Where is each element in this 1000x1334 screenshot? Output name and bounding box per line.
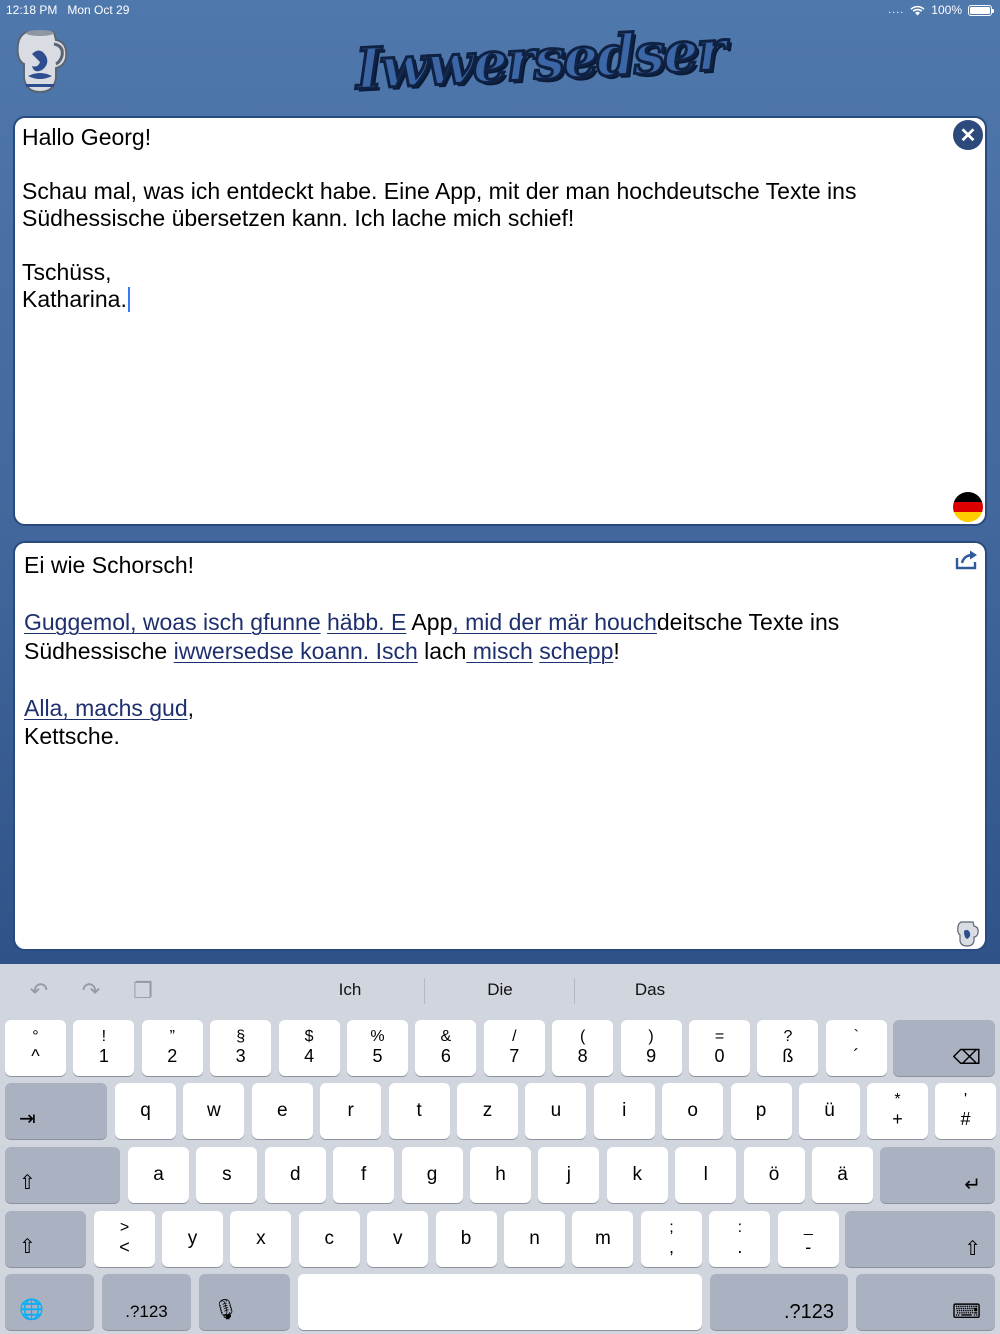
flag-germany-icon[interactable]	[953, 492, 983, 522]
cider-jug-icon[interactable]	[955, 919, 979, 947]
key-ß[interactable]	[757, 1020, 818, 1076]
key-´[interactable]	[826, 1020, 887, 1076]
key-label: ”	[169, 1028, 175, 1045]
output-text-segment: lach	[417, 637, 467, 664]
output-text-segment: Ei wie Schorsch!	[24, 552, 195, 578]
tab-icon: ⇥	[19, 1108, 36, 1130]
undo-icon[interactable]: ↶	[29, 978, 49, 1003]
delete-key[interactable]	[893, 1020, 995, 1076]
backspace-icon: ⌫	[952, 1047, 981, 1069]
key-label: !	[101, 1028, 107, 1045]
key-label: 2	[167, 1046, 178, 1066]
translated-phrase[interactable]: Guggemol, woas isch gfunne	[24, 609, 321, 635]
key-label: m	[594, 1228, 611, 1249]
key-q[interactable]	[115, 1083, 176, 1139]
key-label: ;	[669, 1219, 674, 1236]
key-label: $	[304, 1028, 314, 1045]
key-label: v	[392, 1228, 403, 1249]
key-label: 4	[304, 1046, 315, 1066]
key-m[interactable]	[572, 1211, 633, 1267]
key-label: *	[894, 1091, 901, 1108]
key-label: 6	[440, 1046, 451, 1066]
key-label: k	[632, 1164, 643, 1185]
status-date: Mon Oct 29	[67, 3, 130, 17]
share-icon[interactable]	[954, 549, 980, 571]
key-label: t	[416, 1100, 422, 1121]
caps-shift-key[interactable]	[5, 1147, 120, 1203]
dictation-key[interactable]	[199, 1274, 290, 1330]
shortcut-bar	[0, 964, 1000, 1018]
output-line	[24, 608, 935, 637]
key-4[interactable]	[279, 1020, 340, 1076]
return-key[interactable]	[880, 1147, 995, 1203]
key-label: =	[714, 1028, 725, 1045]
key-label: q	[140, 1100, 151, 1121]
key-label: :	[737, 1219, 743, 1236]
key-y[interactable]	[162, 1211, 223, 1267]
numbers-key-right[interactable]	[710, 1274, 848, 1330]
input-line: Katharina.	[22, 286, 935, 313]
key-label: 0	[714, 1046, 725, 1066]
key-label: ,	[668, 1237, 674, 1257]
key-8[interactable]	[552, 1020, 613, 1076]
key-label: #	[960, 1109, 971, 1129]
hide-keyboard-key[interactable]	[856, 1274, 995, 1330]
key-label: .?123	[125, 1302, 168, 1321]
translated-phrase[interactable]: Alla, machs gud	[24, 694, 188, 721]
key-label: b	[460, 1228, 472, 1249]
key-k[interactable]	[607, 1147, 668, 1203]
key-label: 3	[235, 1046, 246, 1066]
output-text-segment: ,	[187, 694, 195, 721]
key-f[interactable]	[333, 1147, 394, 1203]
output-text-segment: !	[613, 637, 620, 664]
translated-phrase[interactable]: misch	[466, 637, 533, 664]
key-label: >	[119, 1219, 130, 1236]
key-#[interactable]	[935, 1083, 996, 1139]
key-p[interactable]	[731, 1083, 792, 1139]
numbers-key-left[interactable]	[102, 1274, 191, 1330]
translated-phrase[interactable]: schepp	[539, 637, 614, 664]
key-l[interactable]	[675, 1147, 736, 1203]
input-line	[22, 151, 935, 178]
key-label: <	[119, 1237, 130, 1257]
key-label: z	[482, 1100, 493, 1121]
key-label: e	[277, 1100, 288, 1121]
key-label: 8	[577, 1046, 588, 1066]
cider-jug-icon	[10, 24, 70, 96]
key-7[interactable]	[484, 1020, 545, 1076]
key-ü[interactable]	[799, 1083, 860, 1139]
key-w[interactable]	[183, 1083, 244, 1139]
key-label: )	[648, 1028, 654, 1045]
key-label: ö	[768, 1164, 780, 1185]
key-ö[interactable]	[744, 1147, 805, 1203]
key-label: w	[207, 1100, 221, 1121]
key-label: h	[495, 1164, 506, 1185]
key-label: .	[737, 1237, 743, 1257]
output-line	[24, 722, 935, 751]
shift-key-right[interactable]	[845, 1211, 995, 1267]
key-label: .?123	[783, 1301, 834, 1323]
key-label: c	[324, 1228, 335, 1249]
key-label: l	[703, 1164, 708, 1185]
key-label: 1	[98, 1046, 109, 1066]
key-label: i	[622, 1100, 627, 1121]
key-u[interactable]	[525, 1083, 586, 1139]
input-line: Hallo Georg!	[22, 124, 152, 150]
key-5[interactable]	[347, 1020, 408, 1076]
key-label: s	[222, 1164, 232, 1185]
key-label: ä	[837, 1164, 848, 1185]
key-b[interactable]	[436, 1211, 497, 1267]
output-line	[24, 580, 935, 609]
input-text[interactable]	[22, 124, 935, 313]
key-g[interactable]	[402, 1147, 463, 1203]
microphone-icon: 🎙	[213, 1299, 239, 1321]
output-text-segment: deitsche Texte ins	[656, 609, 840, 635]
key-x[interactable]	[230, 1211, 291, 1267]
key-label: a	[153, 1164, 164, 1185]
battery-icon	[968, 5, 992, 16]
key-3[interactable]	[210, 1020, 271, 1076]
key-^[interactable]	[5, 1020, 66, 1076]
key-label: 5	[372, 1046, 383, 1066]
clear-button[interactable]	[953, 120, 983, 150]
key-label: ^	[31, 1046, 40, 1066]
key-6[interactable]	[415, 1020, 476, 1076]
globe-key[interactable]	[5, 1274, 94, 1330]
key-label: p	[755, 1100, 767, 1121]
redo-icon[interactable]: ↷	[81, 978, 101, 1003]
key-s[interactable]	[196, 1147, 257, 1203]
shift-icon: ⇧	[19, 1236, 36, 1258]
key-,[interactable]	[641, 1211, 702, 1267]
input-line	[22, 232, 935, 259]
key-label: o	[687, 1100, 698, 1121]
status-time: 12:18 PM	[6, 3, 58, 17]
shift-icon: ⇧	[964, 1238, 981, 1260]
key-t[interactable]	[389, 1083, 450, 1139]
input-line: Südhessische übersetzen kann. Ich lache mich schief!	[22, 205, 575, 231]
output-text-segment: App	[406, 609, 453, 635]
translated-phrase[interactable]: iwwersedse koann. Isch	[173, 637, 418, 664]
key-label: ü	[824, 1100, 835, 1121]
key-label: f	[361, 1164, 367, 1185]
translated-phrase[interactable]: , mid der mär houch	[452, 609, 657, 635]
input-line: Tschüss,	[22, 259, 112, 285]
output-line	[24, 665, 935, 694]
key-e[interactable]	[252, 1083, 313, 1139]
output-line	[24, 551, 935, 580]
output-text-segment: Südhessische	[24, 637, 174, 664]
key-h[interactable]	[470, 1147, 531, 1203]
shift-icon: ⇧	[19, 1172, 36, 1194]
key-label: r	[347, 1100, 354, 1121]
space-key[interactable]	[298, 1274, 702, 1330]
key-label: _	[803, 1219, 813, 1236]
output-text-area	[13, 541, 987, 951]
key-label: g	[426, 1164, 438, 1185]
key-9[interactable]	[621, 1020, 682, 1076]
key-label: `	[853, 1028, 859, 1045]
key-label: 9	[646, 1046, 657, 1066]
key-label: ?	[783, 1028, 793, 1045]
close-circle-icon: ✕	[959, 124, 977, 147]
key-label: j	[566, 1164, 571, 1185]
key-label: /	[512, 1028, 517, 1045]
key-label: x	[256, 1228, 266, 1249]
globe-icon: 🌐	[19, 1299, 44, 1321]
output-text-segment: Kettsche.	[24, 723, 120, 749]
shift-key-left[interactable]	[5, 1211, 86, 1267]
key-v[interactable]	[367, 1211, 428, 1267]
key-label: &	[440, 1028, 452, 1045]
return-icon: ↵	[964, 1174, 981, 1196]
key-label: y	[187, 1228, 198, 1249]
key-2[interactable]	[142, 1020, 203, 1076]
key-1[interactable]	[73, 1020, 134, 1076]
key-less-than[interactable]	[94, 1211, 155, 1267]
status-bar	[0, 0, 1000, 20]
input-line: Schau mal, was ich entdeckt habe. Eine App, mit der man hochdeutsche Texte ins	[22, 178, 857, 204]
key-o[interactable]	[662, 1083, 723, 1139]
key-i[interactable]	[594, 1083, 655, 1139]
key-label: ß	[782, 1046, 794, 1066]
tab-key[interactable]	[5, 1083, 107, 1139]
input-text-area[interactable]	[13, 116, 987, 526]
key-c[interactable]	[299, 1211, 360, 1267]
translated-phrase[interactable]: häbb. E	[327, 609, 407, 635]
suggestion-2[interactable]: Die	[487, 980, 513, 999]
key-z[interactable]	[457, 1083, 518, 1139]
output-line	[24, 637, 935, 666]
key-label: +	[892, 1109, 903, 1129]
key-n[interactable]	[504, 1211, 565, 1267]
app-title: Iwwersedser	[354, 17, 726, 103]
key-+[interactable]	[867, 1083, 928, 1139]
keyboard	[0, 964, 1000, 1334]
key-label: §	[236, 1028, 246, 1045]
key-r[interactable]	[320, 1083, 381, 1139]
paste-icon[interactable]: ❐	[133, 978, 153, 1003]
key-label: °	[32, 1028, 39, 1045]
wifi-icon	[910, 5, 925, 16]
key-label: 7	[509, 1046, 520, 1066]
key-d[interactable]	[265, 1147, 326, 1203]
suggestion-3[interactable]: Das	[634, 980, 666, 999]
key-label: (	[580, 1028, 586, 1045]
text-cursor	[128, 287, 130, 312]
key-label: u	[550, 1100, 562, 1121]
battery-percent: 100%	[931, 3, 962, 17]
key-label: %	[370, 1028, 385, 1045]
key-ä[interactable]	[812, 1147, 873, 1203]
key-.[interactable]	[709, 1211, 770, 1267]
key-label: -	[805, 1237, 812, 1257]
output-line	[24, 694, 935, 723]
key-a[interactable]	[128, 1147, 189, 1203]
output-text	[24, 551, 935, 751]
signal-icon: ....	[888, 4, 905, 16]
key-label: n	[529, 1228, 540, 1249]
key--[interactable]	[778, 1211, 839, 1267]
key-label: d	[290, 1164, 301, 1185]
key-label: ´	[853, 1046, 860, 1066]
keyboard-icon: ⌨	[952, 1301, 981, 1323]
key-label: '	[963, 1091, 968, 1108]
key-j[interactable]	[538, 1147, 599, 1203]
suggestion-1[interactable]: Ich	[338, 980, 362, 999]
key-0[interactable]	[689, 1020, 750, 1076]
